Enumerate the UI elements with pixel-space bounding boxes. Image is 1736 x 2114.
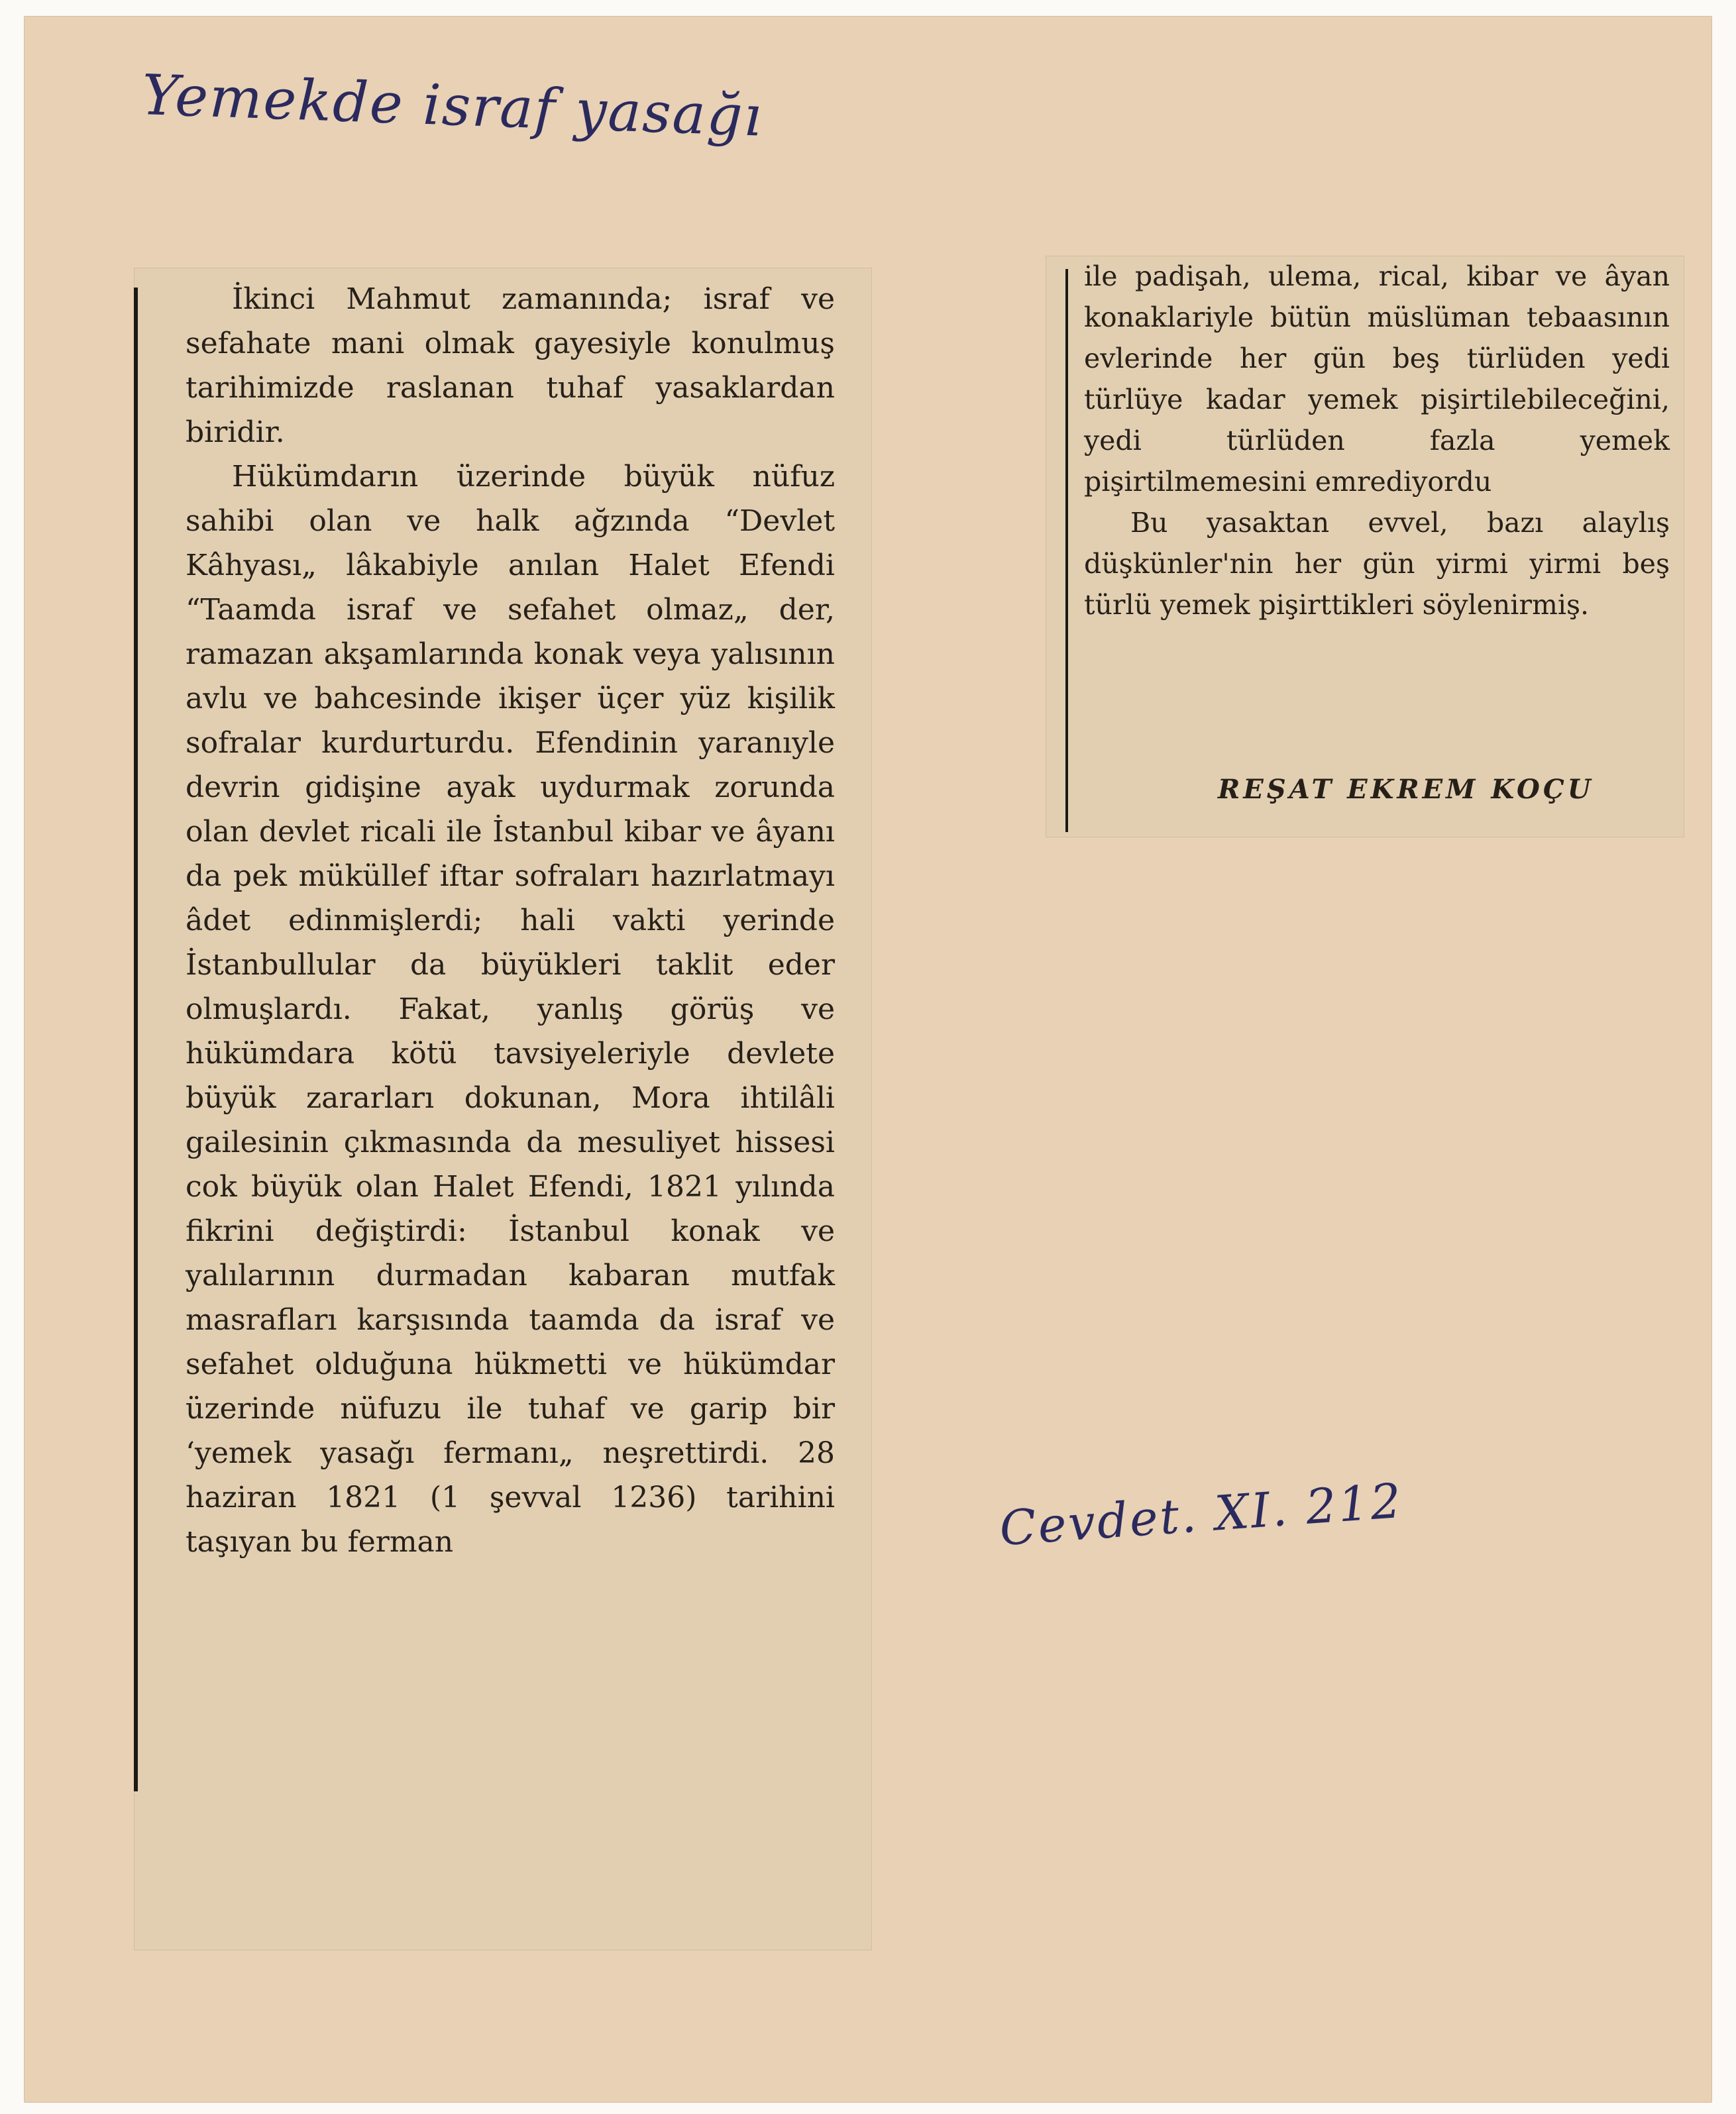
paper-sheet xyxy=(24,16,1712,2103)
newspaper-clipping-right xyxy=(1046,256,1684,837)
newspaper-clipping-left xyxy=(134,268,872,1950)
paragraph: Hükümdarın üzerinde büyük nüfuz sahibi olan ve halk ağzında “Devlet Kâhyası„ lâkabiyle anılan Halet Efendi “Taamda israf ve sefahet olmaz„ der, ramazan akşamlarında konak veya yalısının avlu ve bahcesinde ikişer üçer yüz kişilik sofralar kurdurturdu. Efendinin yaranıyle devrin gidişine ayak uydurmak zorunda olan devlet ricali ile İstanbul kibar ve âyanı da pek müküllef iftar sofraları hazırlatmayı âdet edinmişlerdi; hali vakti yerinde İstanbullular da büyükleri taklit eder olmuşlardı. Fakat, yanlış görüş ve hükümdara kötü tavsiyeleriyle devlete büyük zararları dokunan, Mora ihtilâli gailesinin çıkmasında da mesuliyet hissesi cok büyük olan Halet Efendi, 1821 yılında fikrini değiştirdi: İstanbul konak ve yalılarının durmadan kabaran mutfak masrafları karşısında taamda da israf ve sefahet olduğuna hükmetti ve hükümdar üzerinde nüfuzu ile tuhaf ve garip bir ‘yemek yasağı fermanı„ neşrettirdi. 28 haziran 1821 (1 şevval 1236) tarihini taşıyan bu ferman xyxy=(186,460,835,1559)
paragraph: Bu yasaktan evvel, bazı alaylış düşkünler'nin her gün yirmi yirmi beş türlü yemek pişirttikleri söylenirmiş. xyxy=(1084,507,1670,621)
paragraph: İkinci Mahmut zamanında; israf ve sefahate mani olmak gayesiyle konulmuş tarihimizde raslanan tuhaf yasaklardan biridir. xyxy=(186,282,835,449)
handwritten-reference-note: Cevdet. XI. 212 xyxy=(997,1472,1405,1557)
clipping-text-left xyxy=(186,277,835,1564)
author-byline: REŞAT EKREM KOÇU xyxy=(1218,774,1594,805)
column-rule xyxy=(134,288,138,1791)
handwritten-title: Yemekde israf yasağı xyxy=(140,62,765,149)
clipping-text-right xyxy=(1084,256,1670,625)
column-rule xyxy=(1065,269,1068,832)
paragraph: ile padişah, ulema, rical, kibar ve âyan konaklariyle bütün müslüman tebaasının evlerinde her gün beş türlüden yedi türlüye kadar yemek pişirtilebileceğini, yedi türlüden fazla yemek pişirtilmemesini emrediyordu xyxy=(1084,260,1670,498)
